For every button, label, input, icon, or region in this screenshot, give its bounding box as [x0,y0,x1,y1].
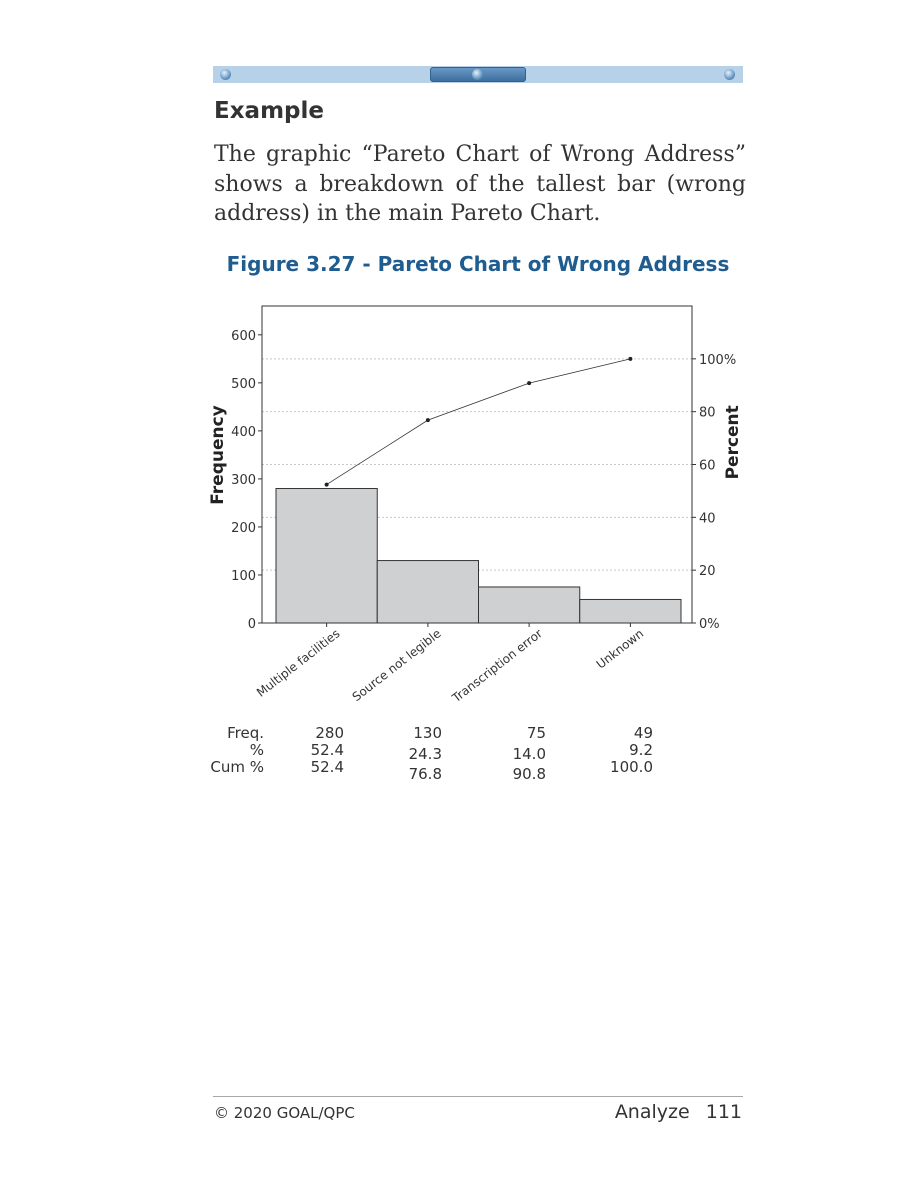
bar [377,561,478,623]
table-cell: 90.8 [512,765,546,783]
data-table [195,724,715,788]
page-number: 111 [705,1101,742,1123]
left-bullet-icon [220,69,231,80]
footer-page-info [615,1101,742,1123]
table-cell: 76.8 [408,765,442,783]
y-tick-label: 100 [231,568,256,584]
table-cell: 49 [633,724,653,742]
pareto-chart [195,296,755,721]
cumulative-point [527,381,531,385]
cumulative-point [325,483,329,487]
y-tick-label: 400 [231,424,256,440]
center-bullet-icon [472,69,483,80]
section-heading: Example [214,98,324,124]
footer-rule [213,1096,743,1097]
right-bullet-icon [724,69,735,80]
category-label: Multiple facilities [253,626,343,700]
table-cell: 9.2 [629,741,653,759]
bar [580,599,681,623]
y-axis-title: Frequency [208,405,228,505]
y-tick-label: 500 [231,376,256,392]
table-cell: 280 [315,724,344,742]
category-label: Source not legible [349,626,444,705]
y-tick-label: 0 [247,617,256,632]
table-cell: 130 [413,724,442,742]
y-tick-label: 600 [231,328,256,344]
body-paragraph: The graphic “Pareto Chart of Wrong Address” shows a breakdown of the tallest bar (wrong address) in the main Pareto Chart. [214,142,746,226]
page-slider [430,67,526,82]
row-label-percent: % [249,741,264,759]
bar [479,587,580,623]
table-cell: 24.3 [408,745,442,763]
footer-section: Analyze [614,1101,690,1123]
page-nav-bar [213,66,743,83]
table-cell: 52.4 [310,741,344,759]
figure-title: Figure 3.27 - Pareto Chart of Wrong Address [226,252,730,276]
y2-tick-label: 0% [699,617,720,632]
table-cell: 75 [526,724,546,742]
bar [276,489,377,623]
table-cell: 52.4 [310,758,344,776]
cumulative-line [327,359,631,485]
category-label: Unknown [593,626,647,672]
table-cell: 100.0 [610,758,653,776]
y2-tick-label: 20 [699,564,716,580]
cumulative-point [628,357,632,361]
table-cell: 14.0 [512,745,546,763]
y2-tick-label: 100% [699,352,737,368]
y-tick-label: 300 [231,472,256,488]
row-label-freq: Freq. [227,724,264,742]
y2-axis-title: Percent [723,405,743,480]
copyright: © 2020 GOAL/QPC [214,1104,355,1122]
y2-tick-label: 60 [699,458,716,474]
row-label-cum-percent: Cum % [210,758,264,776]
y2-tick-label: 80 [699,405,716,421]
y-tick-label: 200 [231,520,256,536]
category-label: Transcription error [449,626,545,706]
y2-tick-label: 40 [699,511,716,527]
cumulative-point [426,418,430,422]
